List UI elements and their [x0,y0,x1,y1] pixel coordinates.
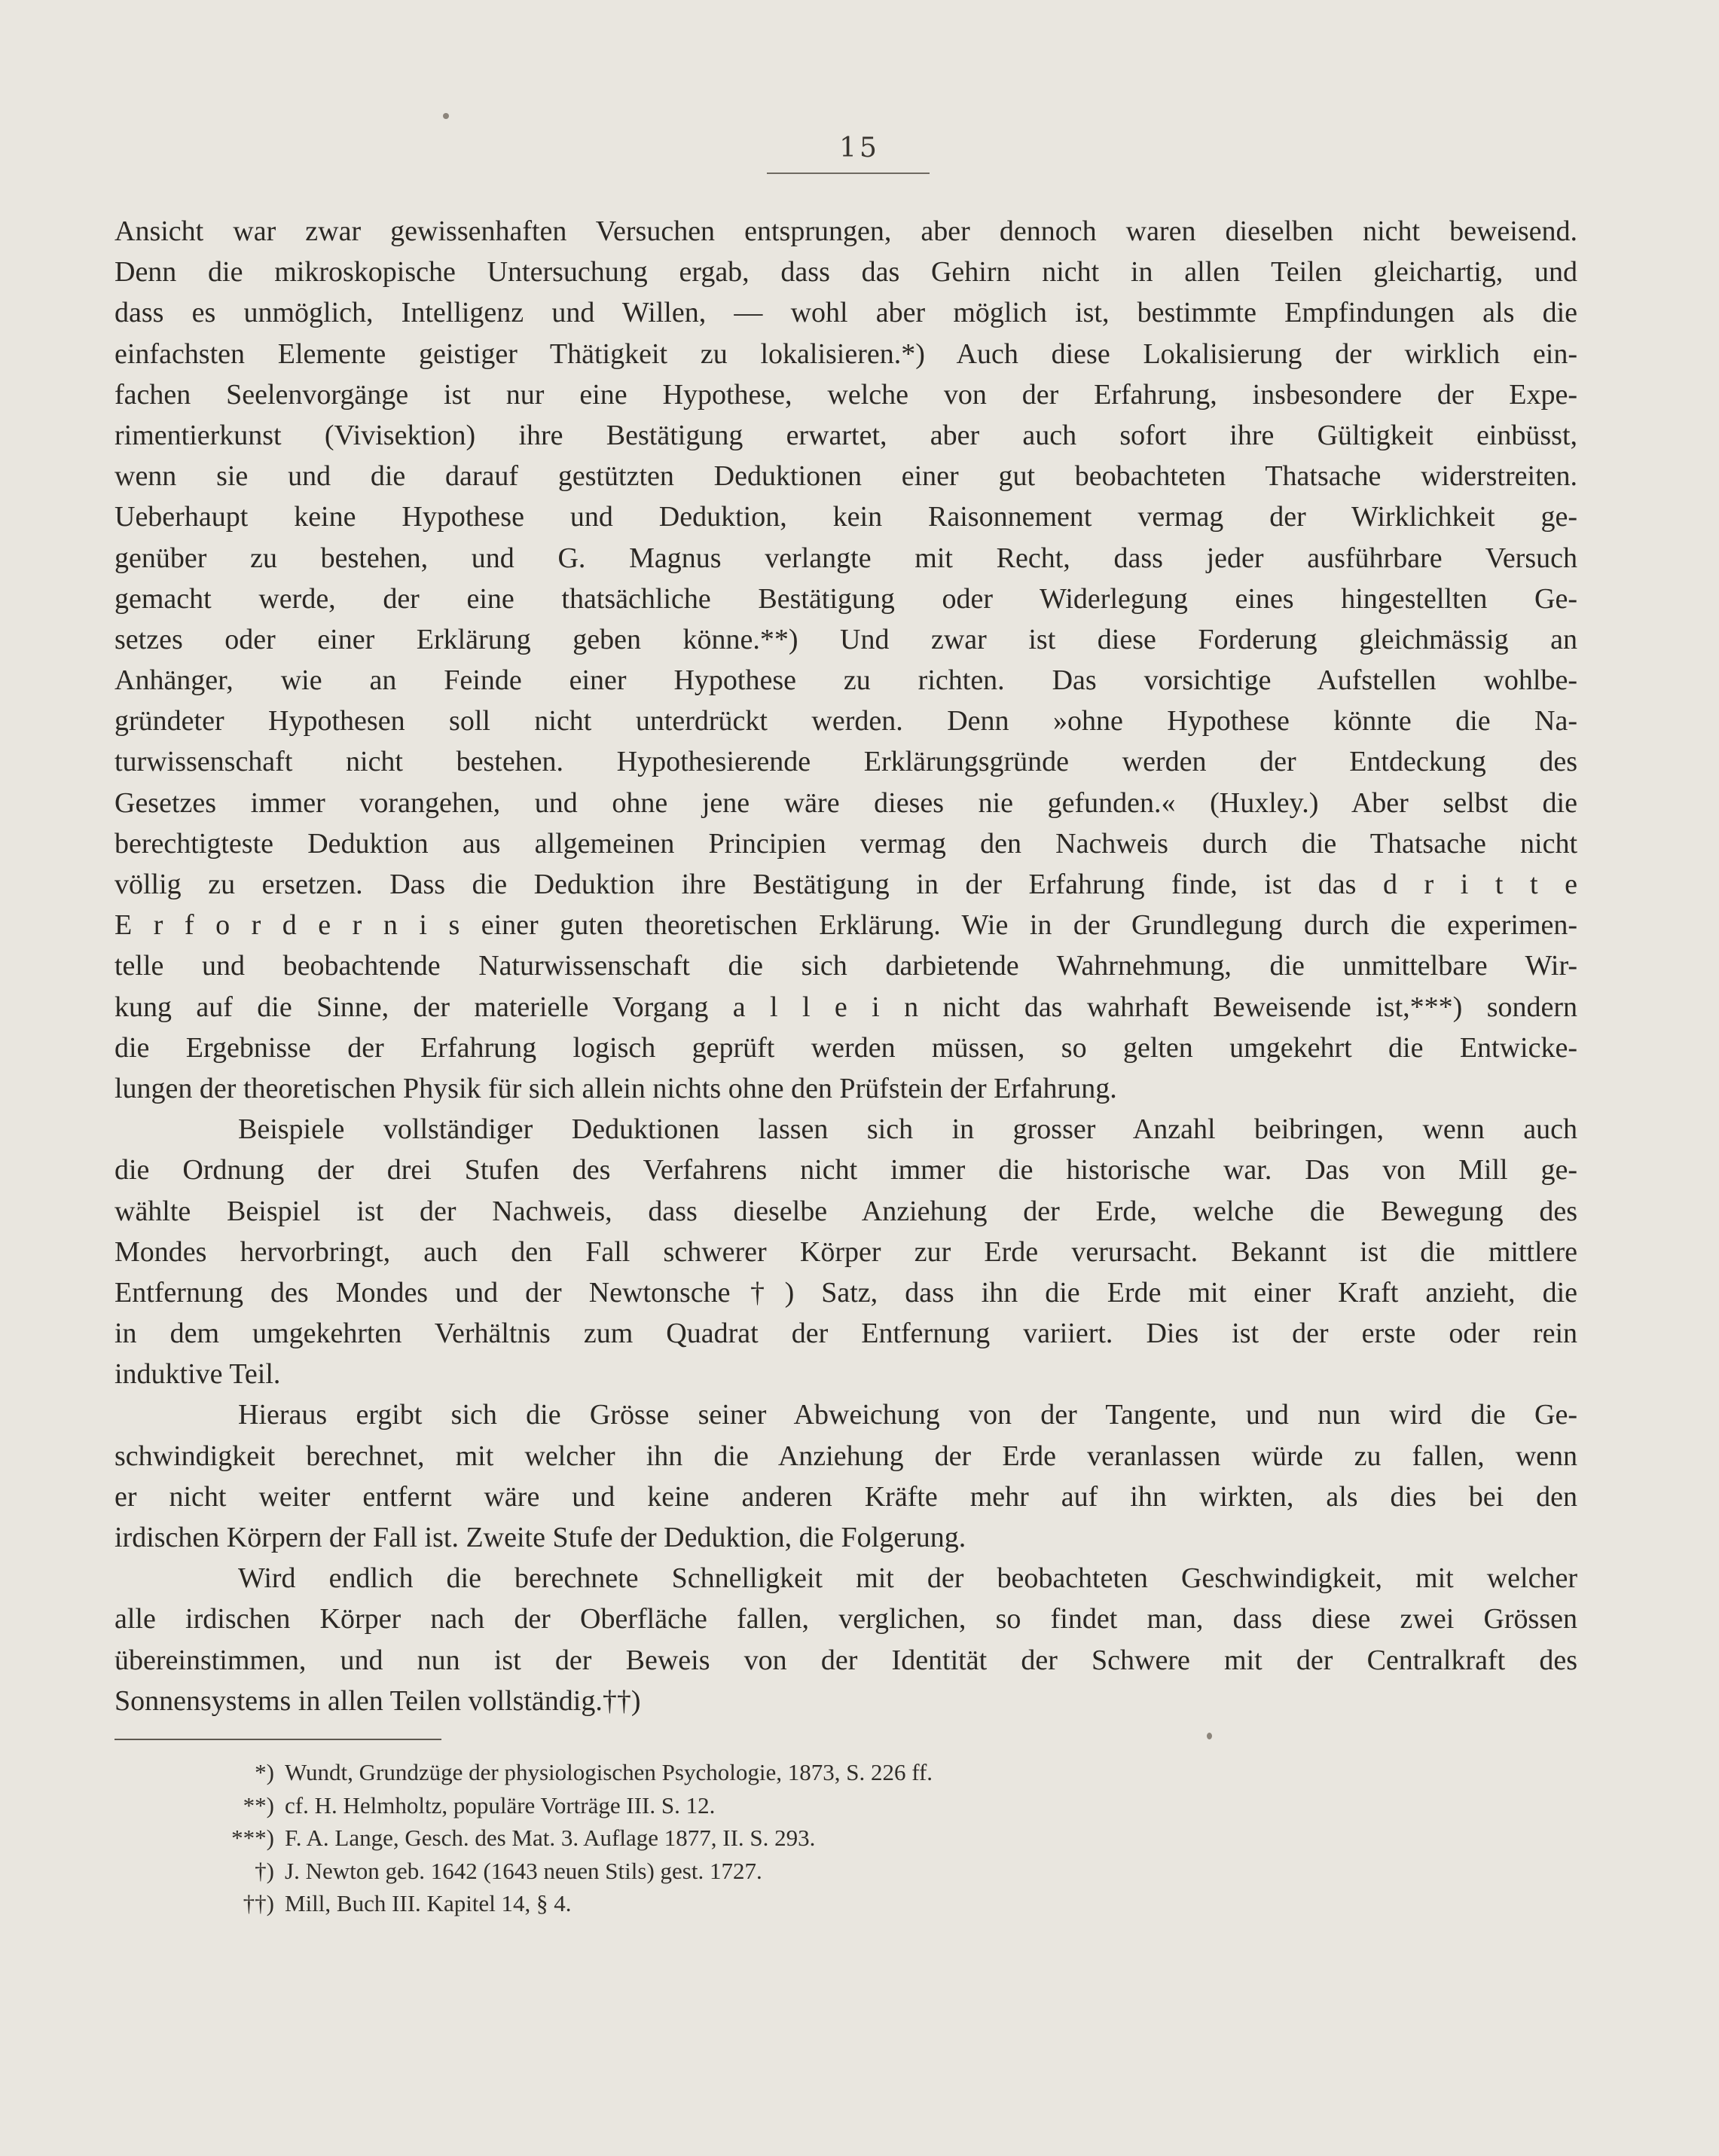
footnote-mark: †) [255,1857,274,1884]
text-line: Sonnensystems in allen Teilen vollständig.††) [114,1684,641,1717]
footnote-text: Wundt, Grundzüge der physiologischen Psychologie, 1873, S. 226 ff. [285,1759,933,1785]
footnotes [114,1756,1320,1920]
text-line: Mondes hervorbringt, auch den Fall schwerer Körper zur Erde verursacht. Bekannt ist die mittlere [114,1235,1577,1268]
footnote-mark: ***) [231,1825,274,1851]
footnote-text: J. Newton geb. 1642 (1643 neuen Stils) gest. 1727. [285,1857,762,1884]
text-line: berechtigteste Deduktion aus allgemeinen Principien vermag den Nachweis durch die Thatsache nicht [114,827,1577,860]
text-line: einfachsten Elemente geistiger Thätigkeit zu lokalisieren.*) Auch diese Lokalisierung der wirklich ein- [114,337,1577,370]
text-line: Gesetzes immer vorangehen, und ohne jene wäre dieses nie gefunden.« (Huxley.) Aber selbst die [114,786,1577,819]
text-line: Ueberhaupt keine Hypothese und Deduktion, kein Raisonnement vermag der Wirklichkeit ge- [114,501,1577,533]
text-line: Entfernung des Mondes und der Newtonsche†) Satz, dass ihn die Erde mit einer Kraft anzieht, die [114,1276,1577,1309]
text-line: Denn die mikroskopische Untersuchung ergab, dass das Gehirn nicht in allen Teilen gleichartig, und [114,256,1577,289]
text-line: setzes oder einer Erklärung geben könne.**) Und zwar ist diese Forderung gleichmässig an [114,623,1577,655]
text-line: schwindigkeit berechnet, mit welcher ihn die Anziehung der Erde veranlassen würde zu fallen, wenn [114,1440,1577,1472]
footnote [114,1822,1320,1855]
footnote-text: F. A. Lange, Gesch. des Mat. 3. Auflage 1877, II. S. 293. [285,1825,816,1851]
text-line: E r f o r d e r n i s einer guten theoretischen Erklärung. Wie in der Grundlegung durch die experimen- [114,909,1577,942]
footnote-text: Mill, Buch III. Kapitel 14, § 4. [285,1890,572,1916]
text-line: genüber zu bestehen, und G. Magnus verlangte mit Recht, dass jeder ausführbare Versuch [114,542,1577,574]
text-line: fachen Seelenvorgänge ist nur eine Hypothese, welche von der Erfahrung, insbesondere der Expe- [114,378,1577,411]
text-line: übereinstimmen, und nun ist der Beweis von der Identität der Schwere mit der Centralkraft des [114,1644,1577,1676]
text-line: kung auf die Sinne, der materielle Vorgang a l l e i n nicht das wahrhaft Beweisende ist,***) sondern [114,991,1577,1023]
footnote-mark: **) [243,1791,274,1819]
page-number: 15 [839,133,880,163]
text-line: induktive Teil. [114,1358,281,1391]
text-line: Anhänger, wie an Feinde einer Hypothese zu richten. Das vorsichtige Aufstellen wohlbe- [114,664,1577,697]
text-line: Ansicht war zwar gewissenhaften Versuchen entsprungen, aber dennoch waren dieselben nicht beweisend. [114,215,1577,247]
text-line: telle und beobachtende Naturwissenschaft die sich darbietende Wahrnehmung, die unmittelbare Wir- [114,950,1577,982]
text-line: die Ergebnisse der Erfahrung logisch geprüft werden müssen, so gelten umgekehrt die Entwicke- [114,1031,1577,1064]
text-line: turwissenschaft nicht bestehen. Hypothesierende Erklärungsgründe werden der Entdeckung des [114,746,1577,778]
footnote [114,1756,1320,1789]
text-line: wählte Beispiel ist der Nachweis, dass dieselbe Anziehung der Erde, welche die Bewegung des [114,1195,1577,1227]
paper-speck [1207,1733,1212,1739]
text-line: gründeter Hypothesen soll nicht unterdrückt werden. Denn »ohne Hypothese könnte die Na- [114,705,1577,737]
paper-speck [443,113,449,119]
text-line: dass es unmöglich, Intelligenz und Willen, — wohl aber möglich ist, bestimmte Empfindungen als die [114,297,1577,329]
footnote-mark: ††) [243,1890,274,1916]
text-line: in dem umgekehrten Verhältnis zum Quadrat der Entfernung variiert. Dies ist der erste oder rein [114,1318,1577,1350]
text-line: Wird endlich die berechnete Schnelligkeit mit der beobachteten Geschwindigkeit, mit welcher [238,1562,1577,1595]
text-line: die Ordnung der drei Stufen des Verfahrens nicht immer die historische war. Das von Mill ge- [114,1154,1577,1186]
text-line: lungen der theoretischen Physik für sich allein nichts ohne den Prüfstein der Erfahrung. [114,1072,1117,1104]
text-line: wenn sie und die darauf gestützten Deduktionen einer gut beobachteten Thatsache widerstreiten. [114,460,1577,493]
text-line: Beispiele vollständiger Deduktionen lassen sich in grosser Anzahl beibringen, wenn auch [238,1113,1577,1146]
body-text [114,211,1577,1721]
footnote-mark: *) [255,1759,274,1785]
footnote-text: cf. H. Helmholtz, populäre Vorträge III. S. 12. [285,1791,716,1819]
footnote [114,1887,1320,1920]
header-rule [767,173,930,174]
text-line: irdischen Körpern der Fall ist. Zweite Stufe der Deduktion, die Folgerung. [114,1522,966,1553]
text-line: Hieraus ergibt sich die Grösse seiner Abweichung von der Tangente, und nun wird die Ge- [238,1399,1577,1431]
text-line: er nicht weiter entfernt wäre und keine anderen Kräfte mehr auf ihn wirkten, als dies bei den [114,1480,1577,1513]
text-line: rimentierkunst (Vivisektion) ihre Bestätigung erwartet, aber auch sofort ihre Gültigkeit einbüsst, [114,419,1577,451]
text-line: alle irdischen Körper nach der Oberfläche fallen, verglichen, so findet man, dass diese zwei Grössen [114,1603,1577,1635]
text-line: gemacht werde, der eine thatsächliche Bestätigung oder Widerlegung eines hingestellten Ge- [114,582,1577,615]
footnote [114,1789,1320,1822]
footnote-rule [114,1739,441,1740]
footnote [114,1855,1320,1888]
text-line: völlig zu ersetzen. Dass die Deduktion ihre Bestätigung in der Erfahrung finde, ist das d r i t t e [114,869,1577,900]
